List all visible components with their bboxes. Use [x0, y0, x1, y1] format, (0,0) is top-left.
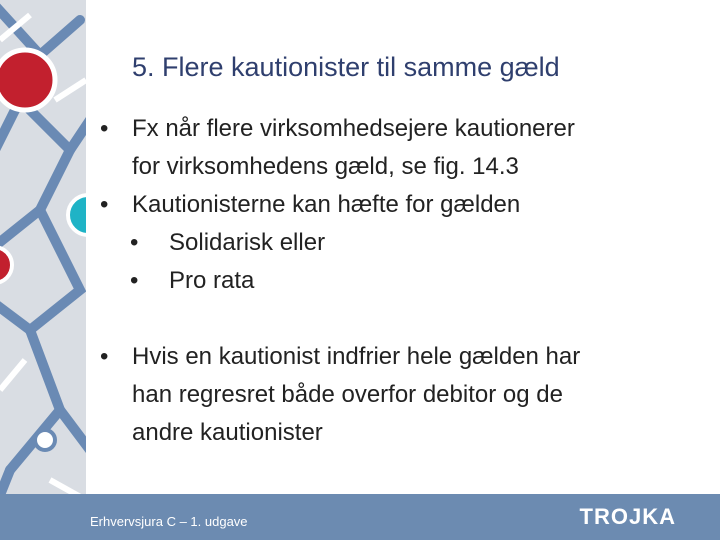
decorative-sidebar [0, 0, 86, 540]
bullet-line: andre kautionister [132, 419, 323, 446]
bullet-item [86, 338, 706, 452]
bullet-icon: • [100, 115, 109, 142]
bullet-line: Kautionisterne kan hæfte for gælden [132, 191, 521, 218]
bullet-line: Solidarisk eller [169, 229, 326, 256]
bullet-item [86, 186, 706, 224]
bullet-line: Pro rata [169, 267, 255, 294]
bullet-line: Hvis en kautionist indfrier hele gælden har [132, 343, 581, 370]
bullet-icon: • [100, 191, 109, 218]
spacer [86, 300, 706, 338]
trojka-logo: TROJKA [579, 504, 676, 529]
bullet-item [86, 110, 706, 186]
sub-bullet-item [86, 224, 706, 262]
bullet-line: han regresret både overfor debitor og de [132, 381, 563, 408]
footer-bar [0, 494, 720, 540]
bullet-icon: • [130, 267, 139, 294]
slide-title: 5. Flere kautionister til samme gæld [132, 52, 560, 82]
bullet-icon: • [130, 229, 139, 256]
slide-body [86, 110, 706, 452]
bullet-line: Fx når flere virksomhedsejere kautionerer [132, 115, 575, 142]
bullet-icon: • [100, 343, 109, 370]
red-circle-icon [0, 50, 55, 110]
sub-bullet-item [86, 262, 706, 300]
decorative-pattern [0, 0, 86, 540]
footer-text: Erhvervsjura C – 1. udgave [90, 514, 248, 529]
bullet-line: for virksomhedens gæld, se fig. 14.3 [132, 153, 519, 180]
